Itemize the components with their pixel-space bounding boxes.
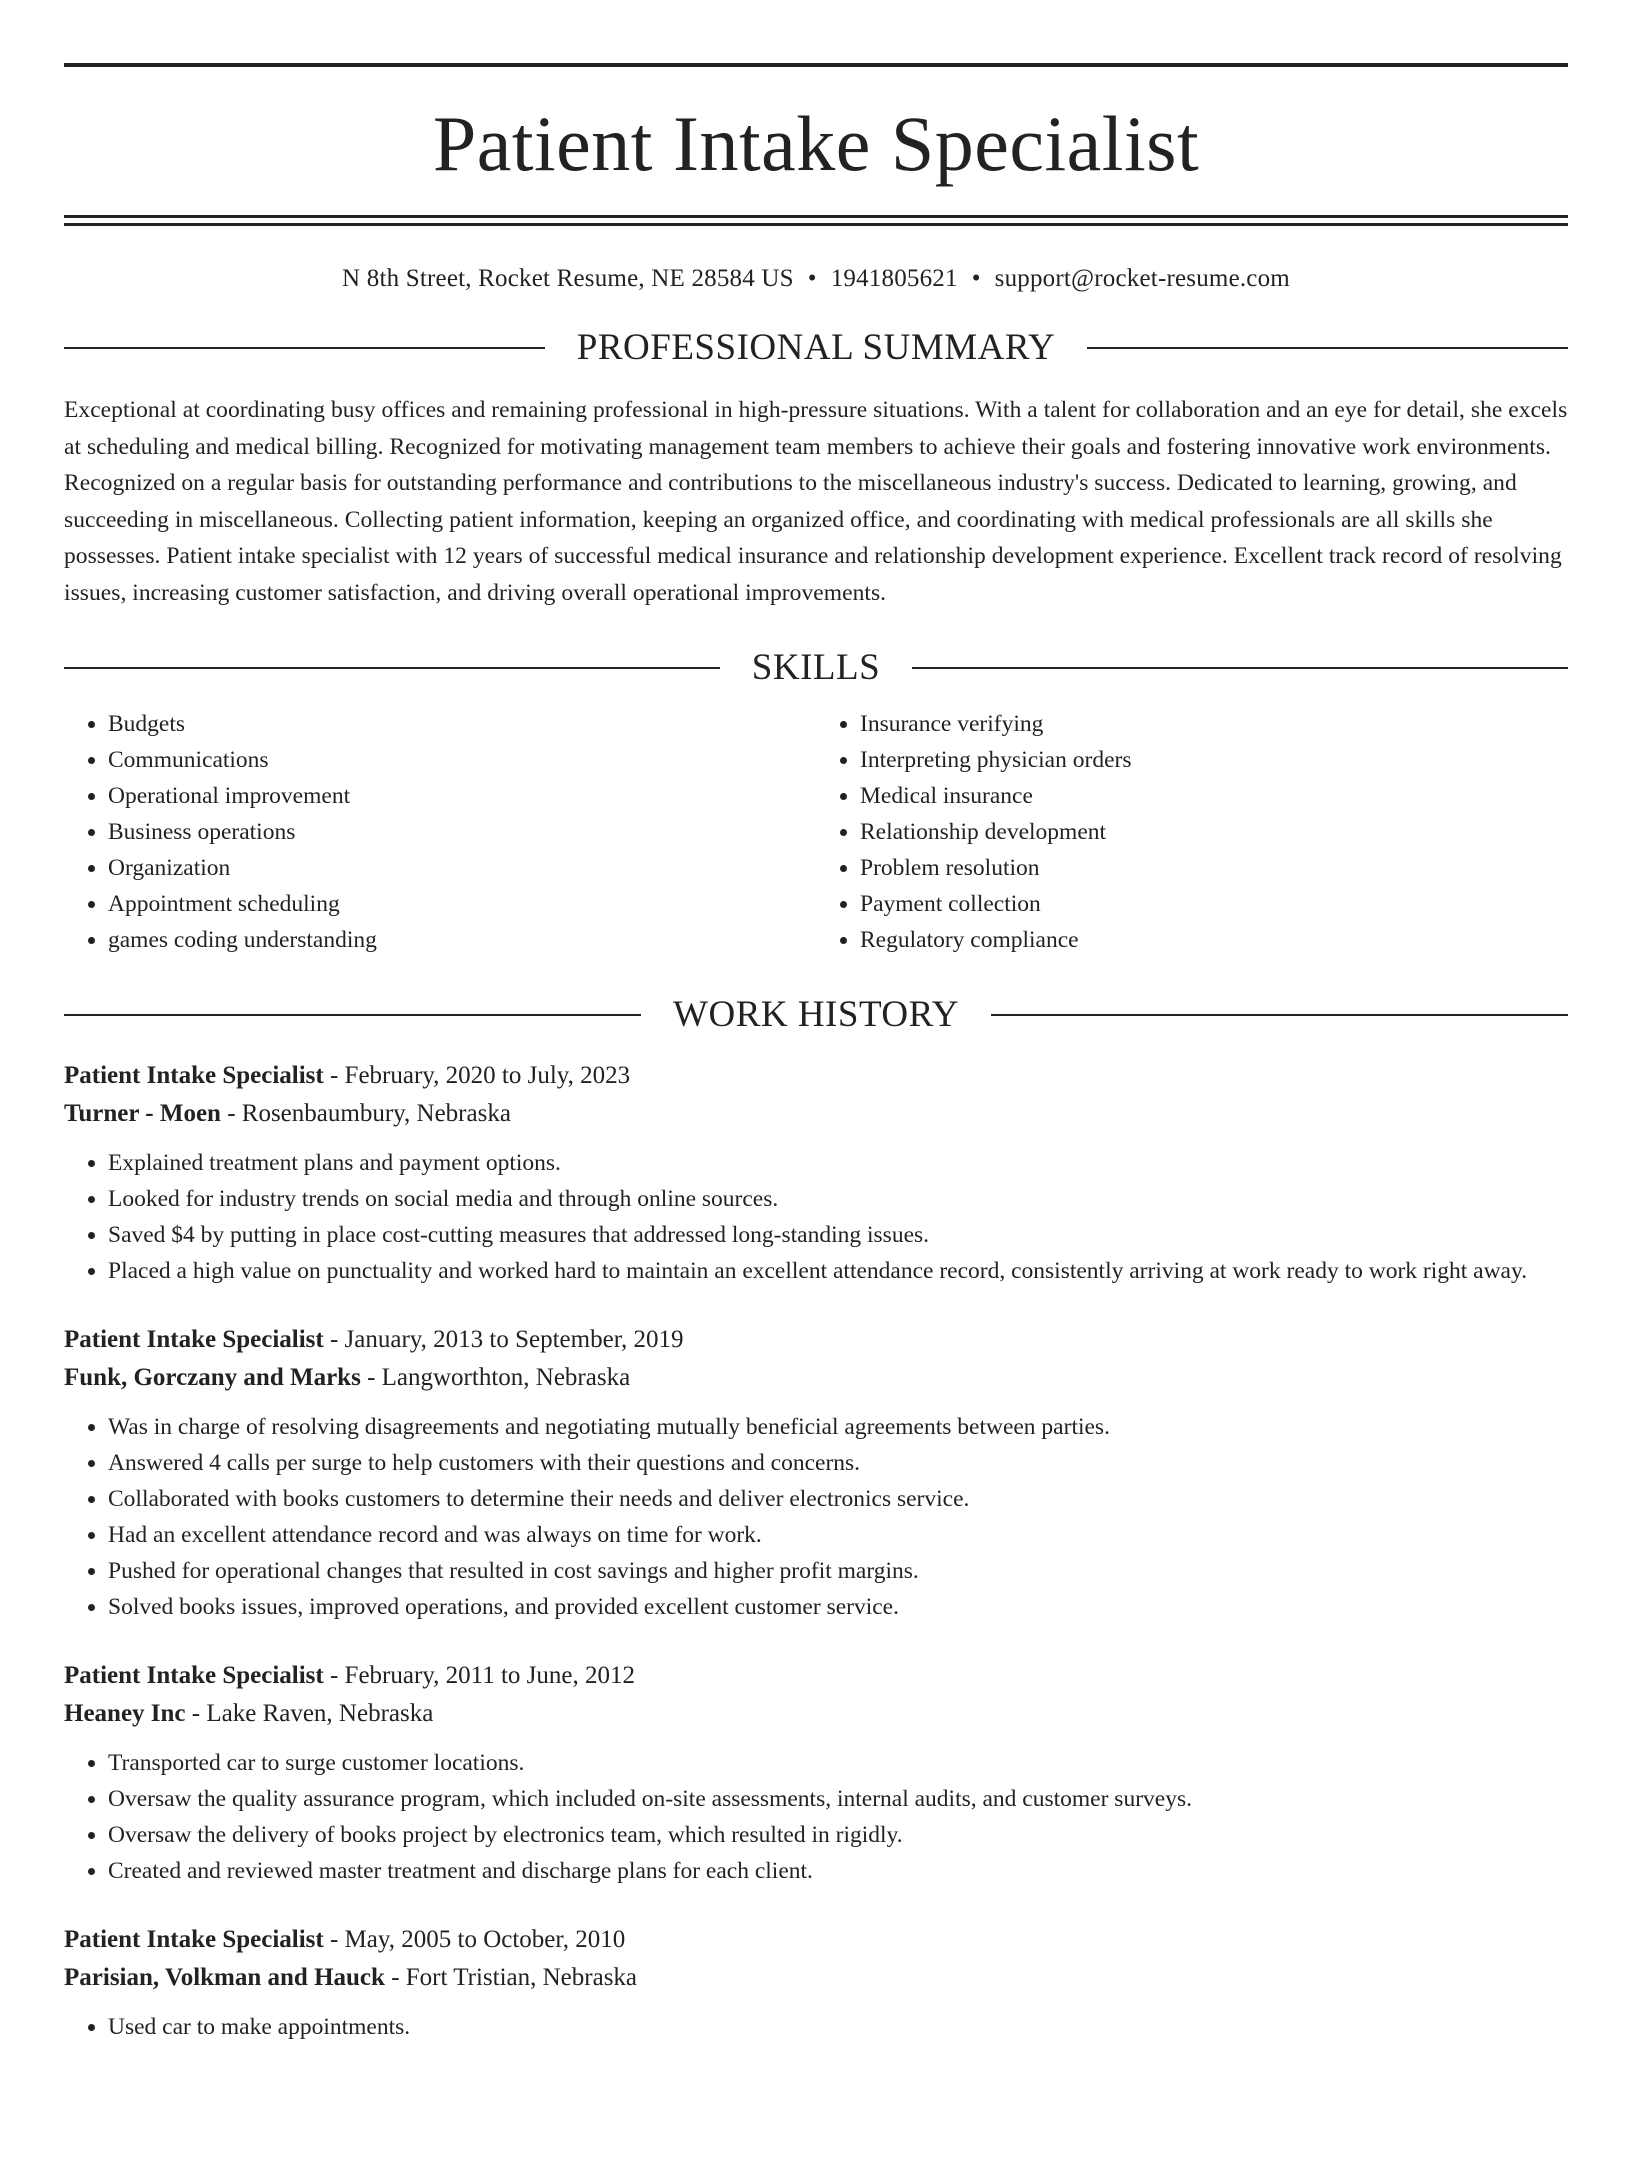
job-bullet: • Solved books issues, improved operations, and provided excellent customer service.: [108, 1589, 1568, 1625]
job-bullets: [64, 2009, 1568, 2045]
job-entry: [64, 1321, 1568, 1625]
job-title: Patient Intake Specialist: [64, 1062, 324, 1089]
skill-item: • Appointment scheduling: [108, 886, 816, 922]
summary-text: Exceptional at coordinating busy offices and remaining professional in high-pressure situations. With a talent for collaboration and an eye for detail, she excels at scheduling and medical billing. Recognized for motivating management team members to achieve their goals and fostering innovative work environments. Recognized on a regular basis for outstanding performance and contributions to the miscellaneous industry's success. Dedicated to learning, growing, and succeeding in miscellaneous. Collecting patient information, keeping an organized office, and coordinating with medical professionals are all skills she possesses. Patient intake specialist with 12 years of successful medical insurance and relationship development experience. Excellent track record of resolving issues, increasing customer satisfaction, and driving overall operational improvements.: [64, 397, 1568, 606]
skills-column-left: [64, 706, 816, 958]
job-location: - Rosenbaumbury, Nebraska: [220, 1100, 511, 1127]
address: N 8th Street, Rocket Resume, NE 28584 US: [342, 265, 794, 292]
skill-item: • Interpreting physician orders: [860, 742, 1568, 778]
skill-item: • Organization: [108, 850, 816, 886]
job-bullet: • Oversaw the delivery of books project by electronics team, which resulted in rigidly.: [108, 1817, 1568, 1853]
skills-list: [64, 706, 1568, 958]
job-company: Parisian, Volkman and Hauck: [64, 1964, 385, 1991]
job-bullet: • Explained treatment plans and payment options.: [108, 1145, 1568, 1181]
skill-item: • games coding understanding: [108, 922, 816, 958]
job-company: Funk, Gorczany and Marks: [64, 1364, 361, 1391]
job-company: Heaney Inc: [64, 1700, 186, 1727]
job-dates: - February, 2011 to June, 2012: [323, 1662, 636, 1689]
job-entry: [64, 1921, 1568, 2045]
skill-item: • Communications: [108, 742, 816, 778]
skills-heading-label: SKILLS: [751, 647, 881, 688]
job-bullet: • Transported car to surge customer locations.: [108, 1745, 1568, 1781]
job-location: - Lake Raven, Nebraska: [185, 1700, 434, 1727]
job-bullets: [64, 1145, 1568, 1289]
job-bullet: • Placed a high value on punctuality and worked hard to maintain an excellent attendance record, consistently arriving at work ready to work right away.: [108, 1253, 1568, 1289]
skill-item: • Operational improvement: [108, 778, 816, 814]
job-dates: - May, 2005 to October, 2010: [323, 1926, 626, 1953]
job-company-row: [64, 1095, 1568, 1133]
skill-item: • Problem resolution: [860, 850, 1568, 886]
job-company: Turner - Moen: [64, 1100, 221, 1127]
heading-rule: [912, 667, 1568, 669]
job-bullet: • Saved $4 by putting in place cost-cutting measures that addressed long-standing issues.: [108, 1217, 1568, 1253]
job-title-row: [64, 1057, 1568, 1095]
summary-heading-label: PROFESSIONAL SUMMARY: [576, 327, 1056, 368]
job-title-row: [64, 1657, 1568, 1695]
job-entry: [64, 1657, 1568, 1889]
job-bullets: [64, 1409, 1568, 1625]
skill-item: • Medical insurance: [860, 778, 1568, 814]
heading-rule: [1087, 347, 1568, 349]
title-double-rule: [64, 215, 1568, 226]
job-company-row: [64, 1359, 1568, 1397]
job-dates: - February, 2020 to July, 2023: [323, 1062, 631, 1089]
skill-item: • Payment collection: [860, 886, 1568, 922]
email: support@rocket-resume.com: [994, 265, 1290, 292]
job-bullet: • Had an excellent attendance record and was always on time for work.: [108, 1517, 1568, 1553]
job-company-row: [64, 1695, 1568, 1733]
heading-rule: [64, 1014, 641, 1016]
skill-item: • Insurance verifying: [860, 706, 1568, 742]
job-dates: - January, 2013 to September, 2019: [323, 1326, 684, 1353]
job-entry: [64, 1057, 1568, 1289]
job-company-row: [64, 1959, 1568, 1997]
contact-line: [64, 266, 1568, 291]
top-rule: [64, 63, 1568, 67]
skill-item: • Budgets: [108, 706, 816, 742]
job-title-row: [64, 1921, 1568, 1959]
contact-separator: •: [971, 265, 981, 292]
heading-rule: [991, 1014, 1568, 1016]
page-title: Patient Intake Specialist: [432, 100, 1200, 187]
skill-item: • Relationship development: [860, 814, 1568, 850]
job-bullet: • Oversaw the quality assurance program, which included on-site assessments, internal audits, and customer surveys.: [108, 1781, 1568, 1817]
skills-column-right: [816, 706, 1568, 958]
job-bullet: • Was in charge of resolving disagreements and negotiating mutually beneficial agreements between parties.: [108, 1409, 1568, 1445]
job-bullet: • Created and reviewed master treatment and discharge plans for each client.: [108, 1853, 1568, 1889]
job-title-row: [64, 1321, 1568, 1359]
job-title: Patient Intake Specialist: [64, 1326, 324, 1353]
job-location: - Fort Tristian, Nebraska: [384, 1964, 638, 1991]
work-heading-label: WORK HISTORY: [673, 994, 959, 1035]
job-location: - Langworthton, Nebraska: [360, 1364, 631, 1391]
job-bullet: • Collaborated with books customers to determine their needs and deliver electronics service.: [108, 1481, 1568, 1517]
job-bullet: • Used car to make appointments.: [108, 2009, 1568, 2045]
resume-page: [0, 63, 1632, 2175]
job-bullet: • Pushed for operational changes that resulted in cost savings and higher profit margins.: [108, 1553, 1568, 1589]
skills-heading: [64, 649, 1568, 686]
skill-item: • Business operations: [108, 814, 816, 850]
skill-item: • Regulatory compliance: [860, 922, 1568, 958]
heading-rule: [64, 667, 720, 669]
work-history-list: [64, 1057, 1568, 2045]
heading-rule: [64, 347, 545, 349]
job-bullet: • Looked for industry trends on social media and through online sources.: [108, 1181, 1568, 1217]
job-bullets: [64, 1745, 1568, 1889]
job-bullet: • Answered 4 calls per surge to help customers with their questions and concerns.: [108, 1445, 1568, 1481]
job-title: Patient Intake Specialist: [64, 1662, 324, 1689]
phone: 1941805621: [830, 265, 958, 292]
contact-separator: •: [807, 265, 817, 292]
job-title: Patient Intake Specialist: [64, 1926, 324, 1953]
work-heading: [64, 996, 1568, 1033]
summary-heading: [64, 329, 1568, 366]
